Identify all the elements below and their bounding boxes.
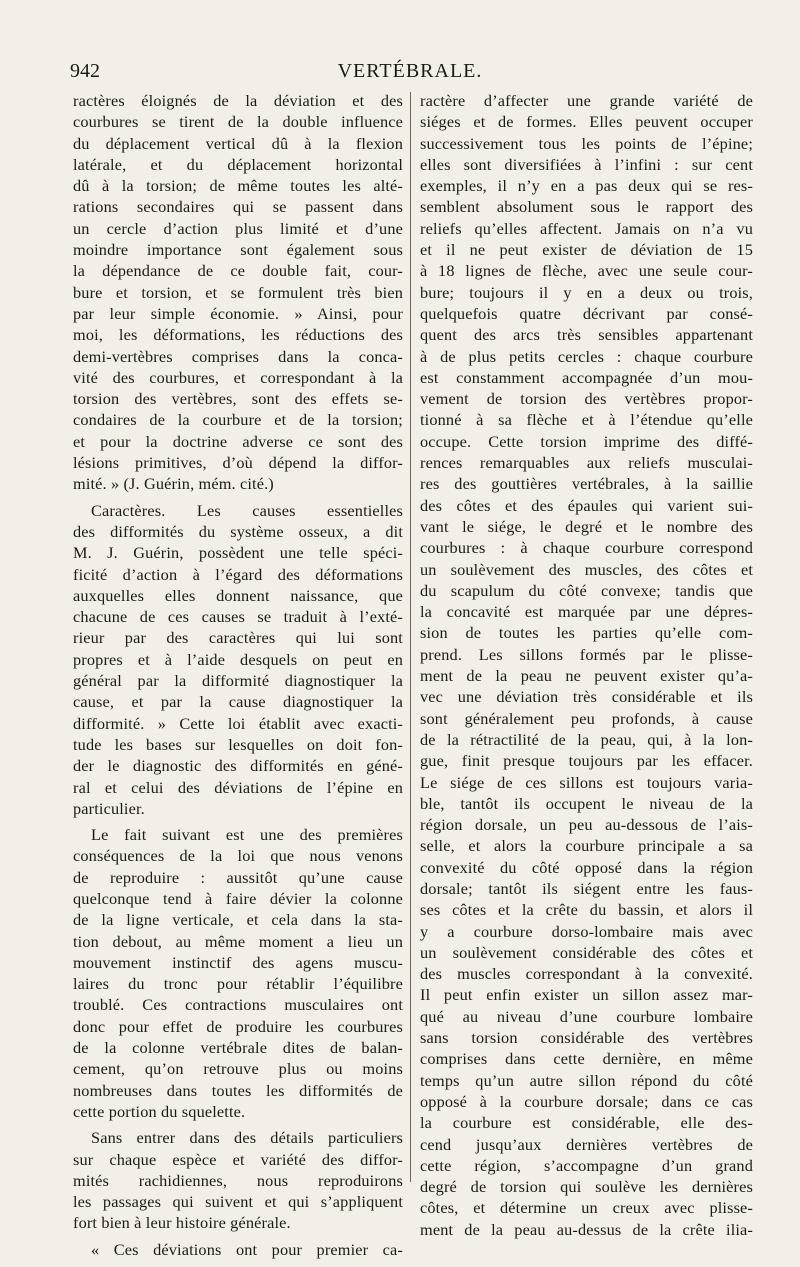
text-line: auxquelles elles donnent naissance, que (73, 585, 403, 605)
text-line: quent des arcs très sensibles appartenant (420, 325, 753, 345)
text-line: sion de toutes les parties qu’elle com- (420, 623, 753, 643)
text-line: troublé. Ces contractions musculaires ont (73, 995, 403, 1015)
text-line: du déplacement vertical dû à la flexion (73, 133, 403, 153)
text-line: Caractères. Les causes essentielles (91, 500, 403, 520)
text-line: et il ne peut exister de déviation de 15 (420, 240, 753, 260)
text-line: à 18 lignes de flèche, avec une seule cour- (420, 261, 753, 281)
text-line: dû à la torsion; de même toutes les alté- (73, 176, 403, 196)
text-line: cette portion du squelette. (73, 1101, 246, 1121)
text-line: sans torsion considérable des vertèbres (420, 1028, 753, 1048)
text-line: rieur par des caractères qui lui sont (73, 628, 403, 648)
text-line: ractère d’affecter une grande variété de (420, 91, 753, 110)
text-line: nombreuses dans toutes les difformités de (73, 1080, 403, 1100)
text-line: reliefs qu’elles affectent. Jamais on n’a vu (420, 218, 753, 238)
text-line: région dorsale, un peu au-dessous de l’ais- (420, 815, 753, 835)
text-line: sur chaque espèce et variété des diffor- (73, 1149, 403, 1169)
text-line: comprises dans cette dernière, en même (420, 1049, 753, 1069)
text-line: ment de la peau au-dessus de la crête ilia- (420, 1219, 753, 1239)
text-line: de reproduire : aussitôt qu’une cause (73, 867, 403, 887)
text-line: ficité d’action à l’égard des déformations (73, 564, 403, 584)
text-line: ses côtes et la crête du bassin, et alors il (420, 900, 753, 920)
text-line: des difformités du système osseux, a dit (73, 521, 403, 541)
text-line: laires du tronc pour rétablir l’équilibre (73, 974, 403, 994)
right-column (420, 90, 753, 1240)
text-line: opposé à la courbure dorsale; dans ce cas (420, 1091, 753, 1111)
text-line: vité des courbures, et correspondant à la (73, 367, 403, 387)
text-line: occupe. Cette torsion imprime des diffé- (420, 431, 753, 451)
text-line: fort bien à leur histoire générale. (73, 1213, 291, 1233)
text-line: bure et torsion, et se formulent très bien (73, 282, 403, 302)
text-line: ral et celui des déviations de l’épine en (73, 777, 403, 797)
text-line: vant le siége, le degré et le nombre des (420, 516, 753, 536)
text-line: degré de torsion qui soulève les dernières (420, 1177, 753, 1197)
text-line: et pour la doctrine adverse ce sont des (73, 431, 403, 451)
text-line: de la colonne vertébrale dites de balan- (73, 1038, 403, 1058)
text-line: cause, et par la cause diagnostiquer la (73, 692, 403, 712)
text-line: qué au niveau d’une courbure lombaire (420, 1006, 753, 1026)
text-line: quelconque tend à faire dévier la colonne (73, 888, 403, 908)
text-line: particulier. (73, 798, 145, 818)
text-line: cette région, s’accompagne d’un grand (420, 1155, 753, 1175)
text-line: un soulèvement considérable des côtes et (420, 942, 753, 962)
text-line: difformité. » Cette loi établit avec exacti- (73, 713, 403, 733)
text-line: exemples, il n’y en a pas deux qui se res- (420, 176, 753, 196)
text-line: demi-vertèbres comprises dans la conca- (73, 346, 403, 366)
text-line: donc pour effet de produire les courbures (73, 1016, 403, 1036)
text-line: tion debout, au même moment a lieu un (73, 931, 403, 951)
text-line: cement, qu’on retrouve plus ou moins (73, 1059, 403, 1079)
text-line: conséquences de la loi que nous venons (73, 846, 403, 866)
text-line: mité. » (J. Guérin, mém. cité.) (73, 474, 274, 494)
text-line: propres et à l’aide desquels on peut en (73, 649, 403, 669)
text-line: des côtes et des épaules qui varient sui- (420, 495, 753, 515)
text-line: la concavité est marquée par une dépres- (420, 602, 753, 622)
text-line: bure; toujours il y en a deux ou trois, (420, 282, 753, 302)
text-line: courbures : à chaque courbure correspond (420, 538, 753, 558)
text-line: est constamment accompagnée d’un mou- (420, 367, 753, 387)
text-line: M. J. Guérin, possèdent une telle spéci- (73, 543, 403, 563)
text-line: torsion des vertèbres, sont des effets se- (73, 389, 403, 409)
page-number: 942 (70, 60, 100, 82)
text-line: chacune de ces causes se traduit à l’exté- (73, 607, 403, 627)
text-line: condaires de la courbure et de la torsion; (73, 410, 403, 430)
column-divider (410, 92, 411, 1182)
text-line: Le siége de ces sillons est toujours varia- (420, 772, 753, 792)
text-line: cend jusqu’aux dernières vertèbres de (420, 1134, 753, 1154)
text-line: la dépendance de ce double fait, cour- (73, 261, 403, 281)
text-line: quelquefois quatre décrivant par consé- (420, 303, 753, 323)
text-line: vement de torsion des vertèbres propor- (420, 389, 753, 409)
text-line: général par la difformité diagnostiquer la (73, 671, 403, 691)
text-line: Il peut enfin exister un sillon assez mar- (420, 985, 753, 1005)
text-line: semblent absolument sous le rapport des (420, 197, 753, 217)
text-line: du scapulum du côté convexe; tandis que (420, 580, 753, 600)
text-line: convexité du côté opposé dans la région (420, 857, 753, 877)
page-header (70, 60, 750, 88)
text-line: prend. Les sillons formés par le plisse- (420, 644, 753, 664)
text-line: mités rachidiennes, nous reproduirons (73, 1170, 403, 1190)
text-line: par leur simple économie. » Ainsi, pour (73, 303, 403, 323)
text-line: ment de la peau ne peuvent exister qu’a- (420, 666, 753, 686)
text-line: côtes, et détermine un creux avec plisse- (420, 1198, 753, 1218)
text-line: ble, tantôt ils occupent le niveau de la (420, 793, 753, 813)
running-head: VERTÉBRALE. (337, 60, 483, 82)
text-line: la courbure est considérable, elle des- (420, 1113, 753, 1133)
text-line: moindre importance sont également sous (73, 240, 403, 260)
text-line: de la ligne verticale, et cela dans la sta- (73, 910, 403, 930)
text-line: ractères éloignés de la déviation et des (73, 91, 403, 110)
text-line: courbures se tirent de la double influence (73, 112, 403, 132)
text-line: rences remarquables aux reliefs musculai- (420, 453, 753, 473)
text-line: moi, les déformations, les réductions des (73, 325, 403, 345)
text-line: latérale, et du déplacement horizontal (73, 154, 403, 174)
text-line: der le diagnostic des difformités en géné- (73, 756, 403, 776)
text-line: rations secondaires qui se passent dans (73, 197, 403, 217)
text-line: sont généralement peu profonds, à cause (420, 708, 753, 728)
text-line: lésions primitives, d’où dépend la diffor- (73, 453, 403, 473)
text-line: dorsale; tantôt ils siégent entre les faus- (420, 878, 753, 898)
text-line: des muscles correspondant à la convexité. (420, 964, 753, 984)
text-line: temps qu’un autre sillon répond du côté (420, 1070, 753, 1090)
text-line: tude les bases sur lesquelles on doit fon- (73, 734, 403, 754)
text-line: elles sont diversifiées à l’infini : sur cent (420, 154, 753, 174)
text-line: res des gouttières vertébrales, à la saillie (420, 474, 753, 494)
left-column (73, 90, 403, 1260)
text-line: mouvement instinctif des agens muscu- (73, 952, 403, 972)
text-line: « Ces déviations ont pour premier ca- (91, 1239, 403, 1259)
text-line: tionné à sa flèche et à l’étendue qu’elle (420, 410, 753, 430)
text-line: de la rétractilité de la peau, qui, à la lon- (420, 729, 753, 749)
text-line: Sans entrer dans des détails particuliers (91, 1128, 403, 1148)
text-line: selle, et alors la courbure principale a sa (420, 836, 753, 856)
text-line: Le fait suivant est une des premières (91, 825, 403, 845)
text-line: un cercle d’action plus limité et d’une (73, 218, 403, 238)
text-line: gue, finit presque toujours par les effacer. (420, 751, 753, 771)
text-line: vec une déviation très considérable et ils (420, 687, 753, 707)
text-line: siéges et de formes. Elles peuvent occuper (420, 112, 753, 132)
text-line: à de plus petits cercles : chaque courbure (420, 346, 753, 366)
text-line: successivement tous les points de l’épine; (420, 133, 753, 153)
text-line: y a courbure dorso-lombaire mais avec (420, 921, 753, 941)
text-line: un soulèvement des muscles, des côtes et (420, 559, 753, 579)
text-line: les passages qui suivent et qui s’appliquent (73, 1192, 403, 1212)
